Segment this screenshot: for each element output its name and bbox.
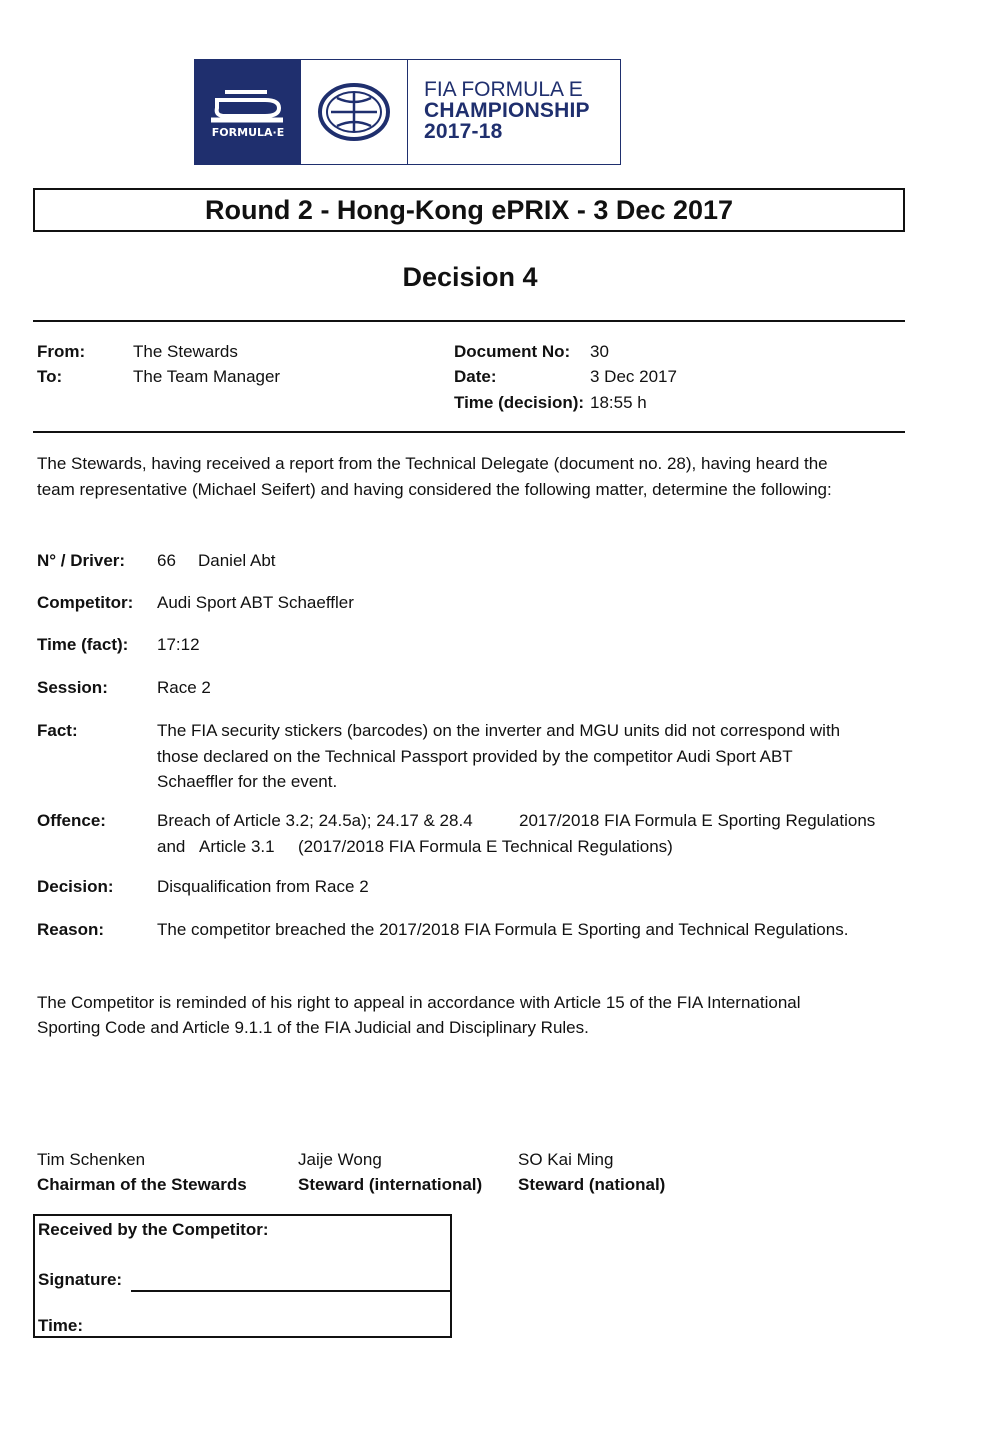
offence-and: and [157,837,186,856]
driver-label: N° / Driver: [37,551,126,570]
session-value: Race 2 [157,678,211,697]
signature-line[interactable] [131,1290,452,1292]
formula-e-brand-text: FORMULA·E [211,126,285,139]
decision-value: Disqualification from Race 2 [157,877,369,896]
session-label: Session: [37,678,108,697]
time-label: Time: [38,1316,84,1335]
event-title: Round 2 - Hong-Kong ePRIX - 3 Dec 2017 [204,194,734,225]
logo-line-3: 2017-18 [424,120,503,143]
document-no-label: Document No: [454,342,571,361]
date-label: Date: [454,367,497,386]
offence-articles: Breach of Article 3.2; 24.5a); 24.17 & 28.4 [157,811,473,830]
signature-label: Signature: [38,1270,123,1289]
time-decision-value: 18:55 h [590,393,647,412]
steward-role-international: Steward (international) [298,1175,483,1194]
date-value: 3 Dec 2017 [590,367,677,386]
steward-name-national: SO Kai Ming [518,1150,614,1169]
logo-line-2: CHAMPIONSHIP [424,99,590,122]
offence-technical-regs: (2017/2018 FIA Formula E Technical Regulations) [298,837,673,856]
logo-line-1: FIA FORMULA E [424,78,583,101]
driver-number: 66 [157,551,176,570]
time-fact-label: Time (fact): [37,635,129,654]
appeal-line-2: Sporting Code and Article 9.1.1 of the FIA Judicial and Disciplinary Rules. [37,1018,589,1037]
steward-role-national: Steward (national) [518,1175,666,1194]
decision-label: Decision: [37,877,114,896]
fact-line-2: those declared on the Technical Passport provided by the competitor Audi Sport ABT [157,747,793,766]
steward-name-chairman: Tim Schenken [37,1150,146,1169]
fia-formula-e-logo [194,59,621,165]
fact-label: Fact: [37,721,78,740]
competitor-label: Competitor: [37,593,134,612]
divider-bottom [33,431,905,433]
offence-article-3-1: Article 3.1 [199,837,275,856]
event-title-box [33,188,905,232]
formula-e-brand-block [195,60,301,164]
to-value: The Team Manager [133,367,281,386]
from-value: The Stewards [133,342,238,361]
time-fact-value: 17:12 [157,635,200,654]
reason-value: The competitor breached the 2017/2018 FIA Formula E Sporting and Technical Regulations. [157,920,849,939]
to-label: To: [37,367,63,386]
formula-e-swoosh-icon [195,60,301,164]
receipt-box [33,1214,452,1338]
fact-line-1: The FIA security stickers (barcodes) on the inverter and MGU units did not correspond with [157,721,841,740]
document-no-value: 30 [590,342,609,361]
fact-line-3: Schaeffler for the event. [157,772,338,791]
offence-label: Offence: [37,811,106,830]
reason-label: Reason: [37,920,105,939]
steward-name-international: Jaije Wong [298,1150,382,1169]
appeal-line-1: The Competitor is reminded of his right to appeal in accordance with Article 15 of the FIA International [37,993,801,1012]
intro-line-1: The Stewards, having received a report from the Technical Delegate (document no. 28), having heard the [37,454,828,473]
divider-top [33,320,905,322]
steward-role-chairman: Chairman of the Stewards [37,1175,247,1194]
decision-title: Decision 4 [402,262,538,292]
fia-emblem-icon [301,60,407,164]
championship-name [408,60,590,164]
time-decision-label: Time (decision): [454,393,585,412]
driver-name: Daniel Abt [198,551,276,570]
offence-sporting-regs: 2017/2018 FIA Formula E Sporting Regulations [519,811,876,830]
intro-line-2: team representative (Michael Seifert) and having considered the following matter, determine the following: [37,480,832,499]
received-label: Received by the Competitor: [38,1220,269,1239]
fia-emblem [301,60,407,164]
competitor-value: Audi Sport ABT Schaeffler [157,593,354,612]
from-label: From: [37,342,86,361]
